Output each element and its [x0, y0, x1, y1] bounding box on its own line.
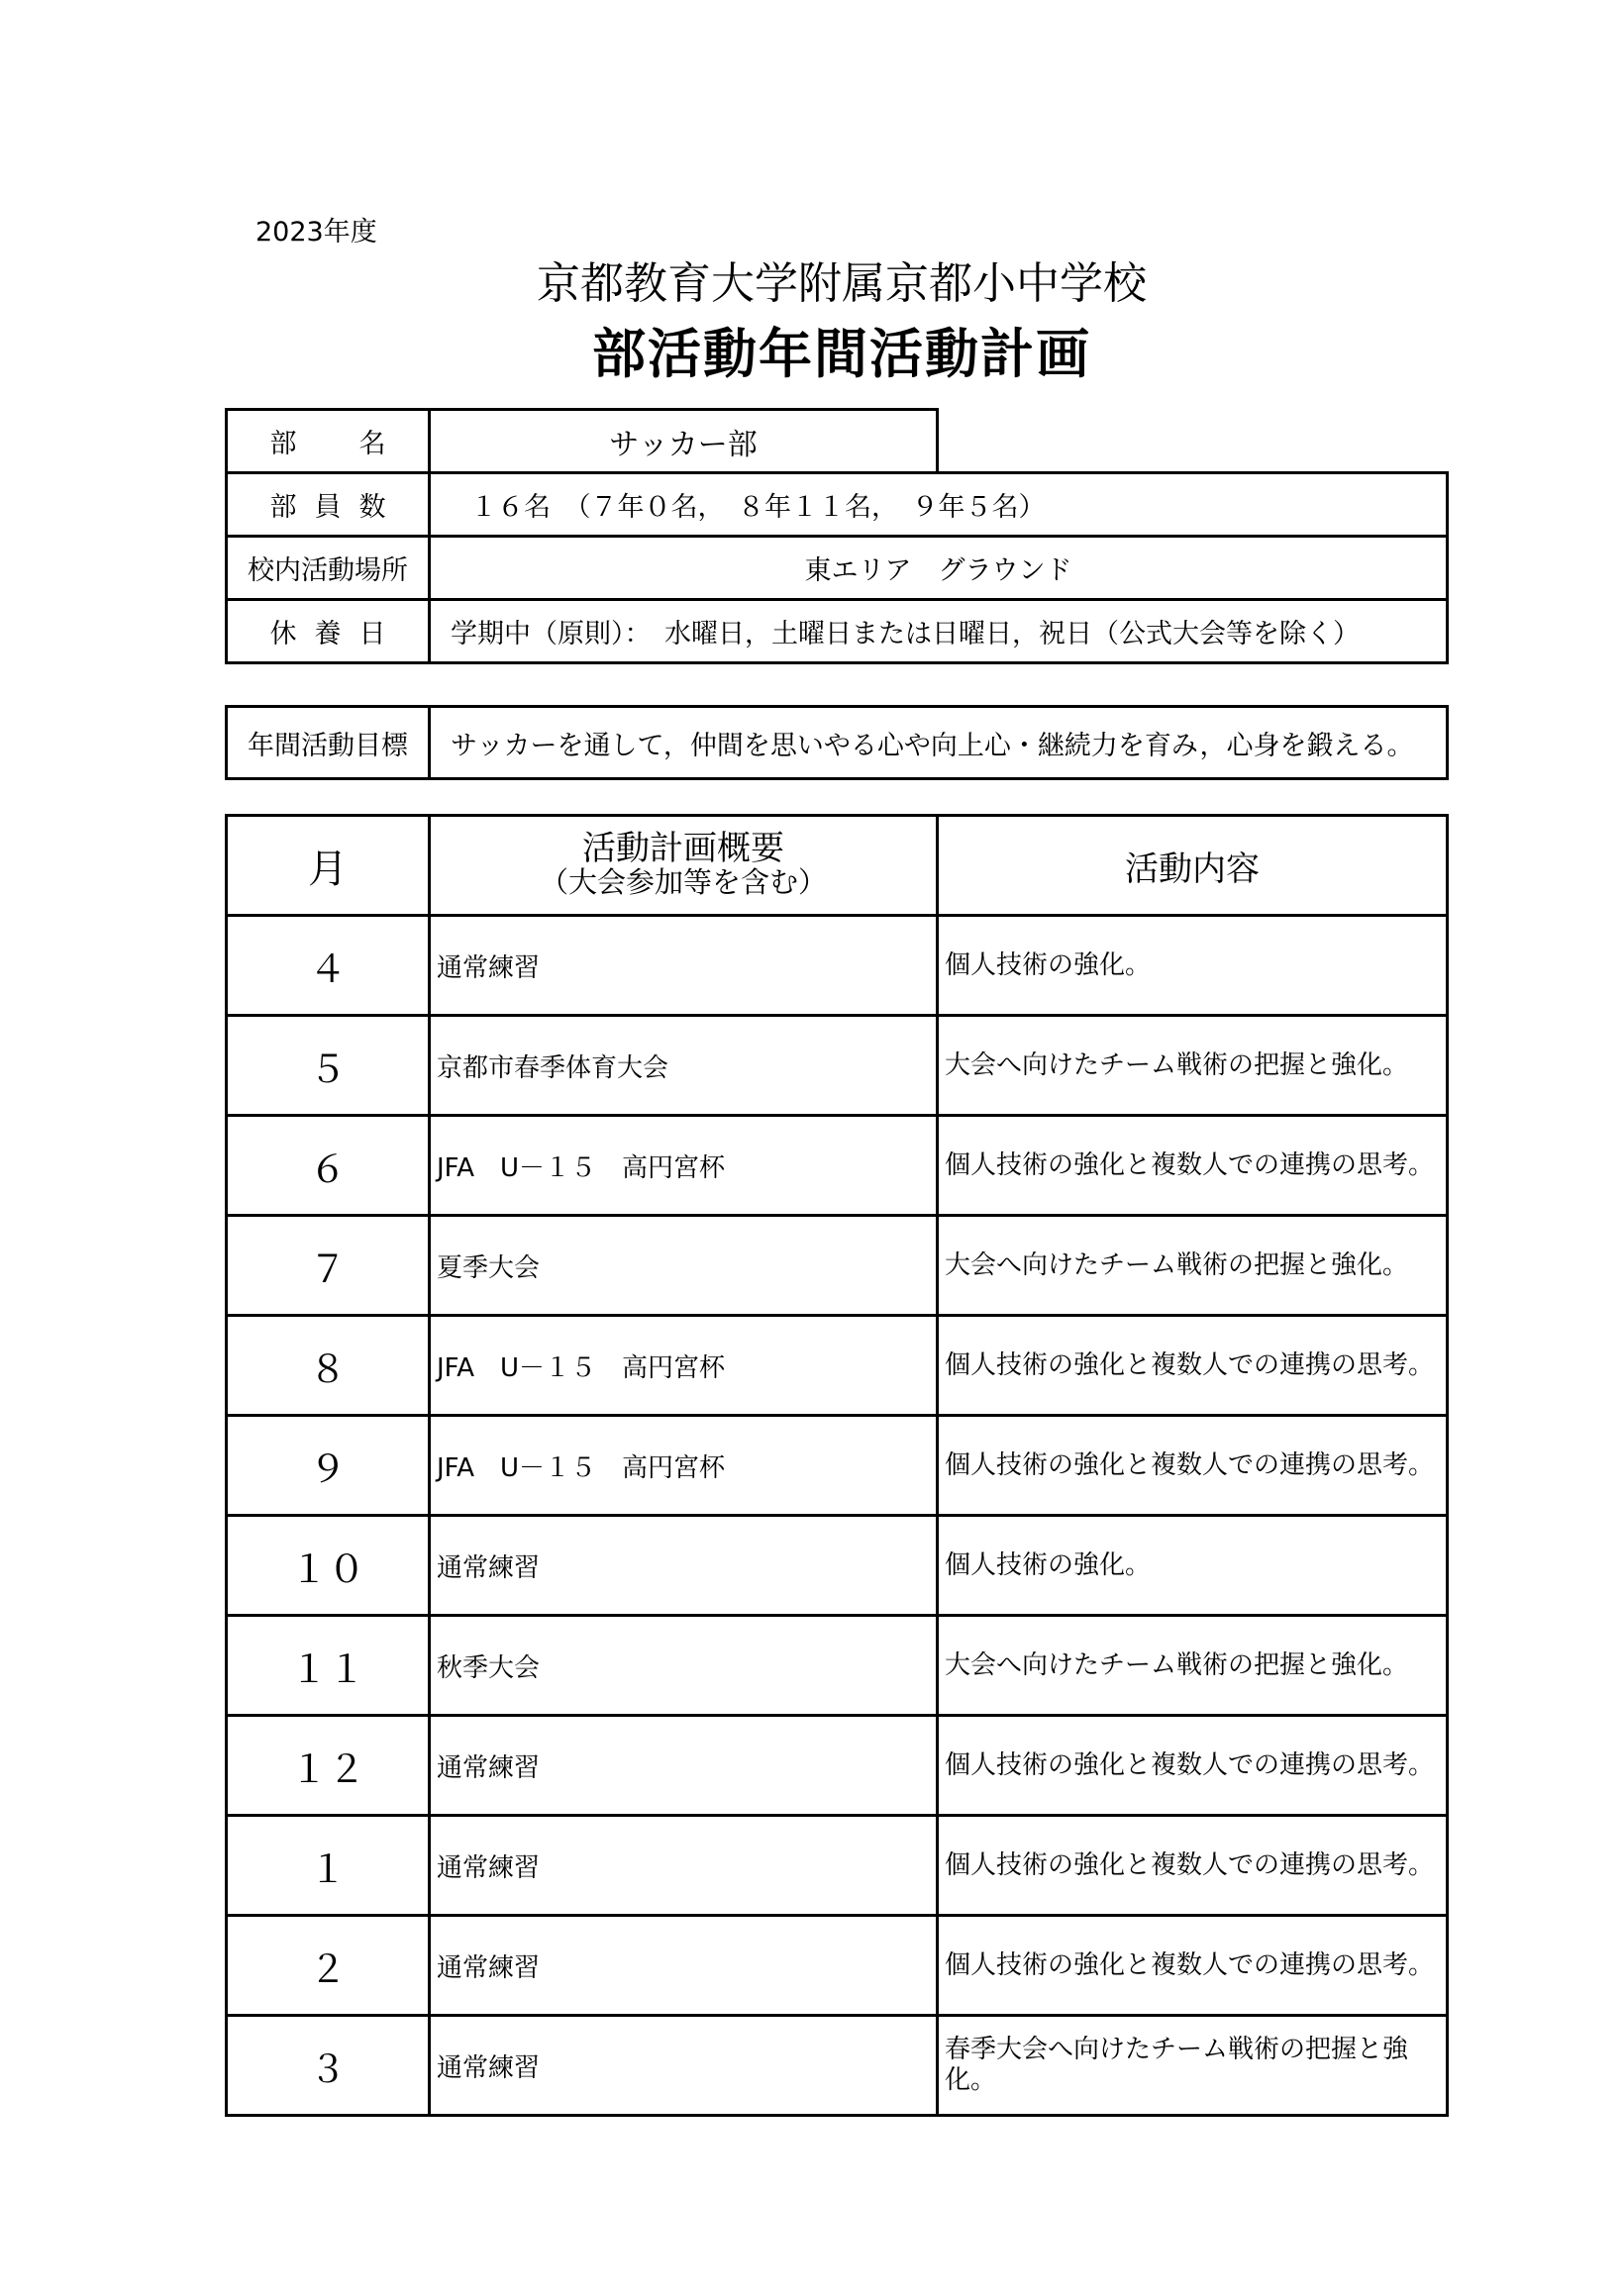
overview-cell: 通常練習	[430, 1516, 938, 1616]
content-cell: 個人技術の強化。	[938, 1516, 1448, 1616]
overview-header-sub: （大会参加等を含む）	[539, 865, 827, 899]
plan-row	[227, 916, 1448, 1016]
club-name-row	[227, 410, 1448, 473]
month-cell: ９	[227, 1416, 430, 1516]
place-label: 校内活動場所	[227, 537, 430, 600]
club-name-value: サッカー部	[430, 410, 938, 473]
goal-row	[227, 707, 1448, 779]
plan-row	[227, 1916, 1448, 2016]
overview-header-title: 活動計画概要	[582, 829, 784, 868]
plan-row	[227, 1516, 1448, 1616]
month-header: 月	[227, 816, 430, 916]
page-title: 部活動年間活動計画	[592, 323, 1091, 385]
content-cell: 個人技術の強化と複数人での連携の思考。	[938, 1816, 1448, 1916]
fiscal-year: 2023年度	[255, 217, 377, 248]
plan-row	[227, 1616, 1448, 1716]
content-cell: 大会へ向けたチーム戦術の把握と強化。	[938, 1616, 1448, 1716]
overview-header	[430, 816, 938, 916]
overview-cell: 通常練習	[430, 1916, 938, 2016]
month-cell: １２	[227, 1716, 430, 1816]
members-label: 部員数	[227, 473, 430, 537]
plan-row	[227, 1116, 1448, 1216]
overview-cell: 京都市春季体育大会	[430, 1016, 938, 1116]
month-cell: ５	[227, 1016, 430, 1116]
month-cell: １	[227, 1816, 430, 1916]
plan-row	[227, 1316, 1448, 1416]
content-cell: 個人技術の強化と複数人での連携の思考。	[938, 1716, 1448, 1816]
goal-value: サッカーを通して，仲間を思いやる心や向上心・継続力を育み，心身を鍛える。	[430, 707, 1448, 779]
plan-body	[227, 916, 1448, 2116]
content-cell: 個人技術の強化と複数人での連携の思考。	[938, 1916, 1448, 2016]
month-cell: １１	[227, 1616, 430, 1716]
content-cell: 個人技術の強化と複数人での連携の思考。	[938, 1116, 1448, 1216]
blank-cell	[938, 410, 1448, 473]
club-name-label: 部 名	[227, 410, 430, 473]
overview-cell: 秋季大会	[430, 1616, 938, 1716]
month-cell: ２	[227, 1916, 430, 2016]
holiday-label: 休養日	[227, 600, 430, 663]
members-row	[227, 473, 1448, 537]
content-cell: 個人技術の強化。	[938, 916, 1448, 1016]
annual-goal-table	[225, 705, 1449, 780]
content-cell: 個人技術の強化と複数人での連携の思考。	[938, 1416, 1448, 1516]
plan-row	[227, 1716, 1448, 1816]
content-cell: 大会へ向けたチーム戦術の把握と強化。	[938, 1016, 1448, 1116]
content-cell: 大会へ向けたチーム戦術の把握と強化。	[938, 1216, 1448, 1316]
overview-cell: 通常練習	[430, 1716, 938, 1816]
plan-header-row	[227, 816, 1448, 916]
plan-row	[227, 1016, 1448, 1116]
place-value: 東エリア グラウンド	[430, 537, 1448, 600]
month-cell: ８	[227, 1316, 430, 1416]
school-name: 京都教育大学附属京都小中学校	[537, 258, 1147, 309]
plan-row	[227, 1816, 1448, 1916]
plan-row	[227, 2016, 1448, 2116]
goal-label: 年間活動目標	[227, 707, 430, 779]
overview-cell: 夏季大会	[430, 1216, 938, 1316]
overview-cell: 通常練習	[430, 2016, 938, 2116]
content-header: 活動内容	[938, 816, 1448, 916]
month-cell: ７	[227, 1216, 430, 1316]
content-cell: 春季大会へ向けたチーム戦術の把握と強化。	[938, 2016, 1448, 2116]
place-row	[227, 537, 1448, 600]
month-cell: ４	[227, 916, 430, 1016]
month-cell: ３	[227, 2016, 430, 2116]
overview-cell: JFA U－１５ 高円宮杯	[430, 1116, 938, 1216]
members-value: １６名 （７年０名， ８年１１名， ９年５名）	[430, 473, 1448, 537]
plan-row	[227, 1416, 1448, 1516]
content-cell: 個人技術の強化と複数人での連携の思考。	[938, 1316, 1448, 1416]
overview-cell: 通常練習	[430, 1816, 938, 1916]
overview-cell: 通常練習	[430, 916, 938, 1016]
month-cell: ６	[227, 1116, 430, 1216]
plan-row	[227, 1216, 1448, 1316]
month-cell: １０	[227, 1516, 430, 1616]
overview-cell: JFA U－１５ 高円宮杯	[430, 1416, 938, 1516]
overview-cell: JFA U－１５ 高円宮杯	[430, 1316, 938, 1416]
club-info-table	[225, 408, 1449, 664]
monthly-plan-table	[225, 814, 1449, 2117]
holiday-row	[227, 600, 1448, 663]
holiday-value: 学期中（原則）： 水曜日，土曜日または日曜日，祝日（公式大会等を除く）	[430, 600, 1448, 663]
